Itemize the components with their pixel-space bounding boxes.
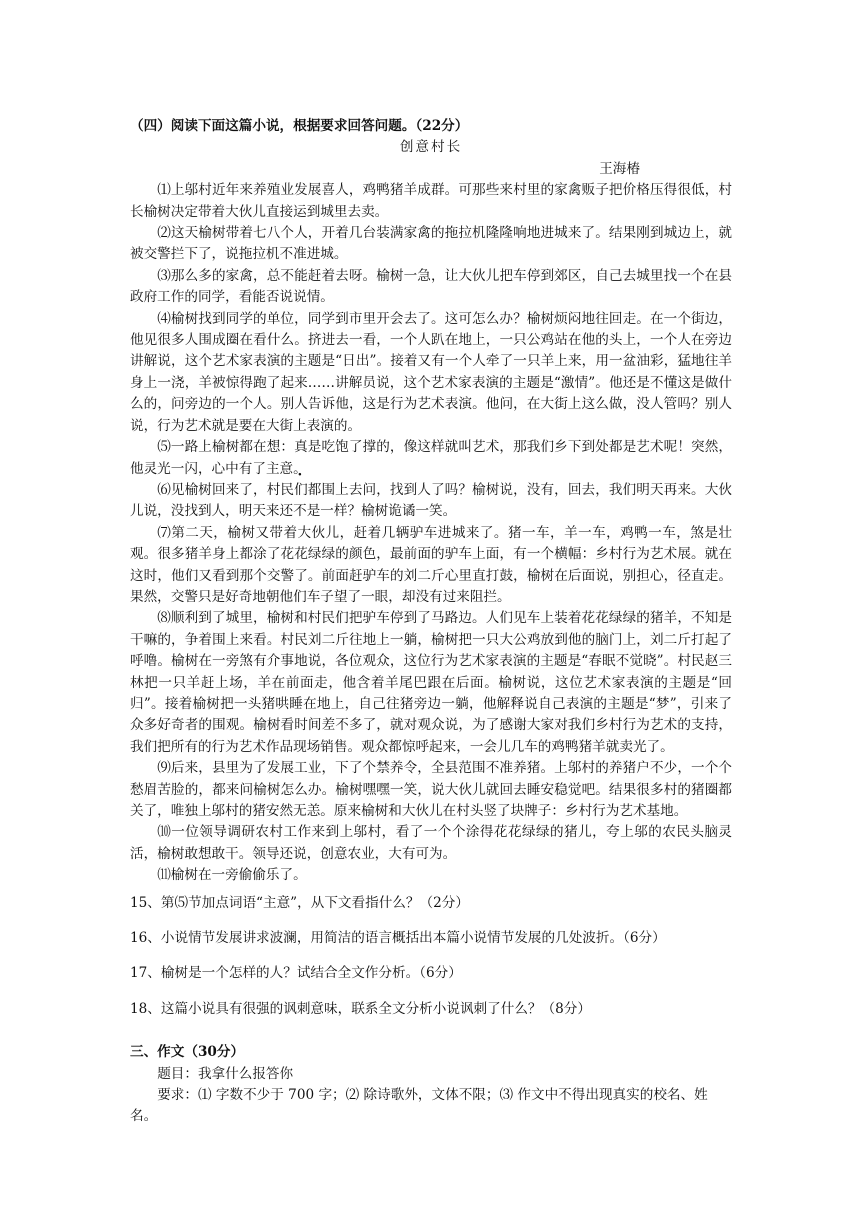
story-title: 创意村长 [399,139,463,156]
marked-word-first: 主 [265,460,280,477]
paragraph-3: ⑶那么多的家禽，总不能赶着去呀。榆树一急，让大伙儿把车停到郊区，自己去城里找一个在县政府工作的同学，看能否说说情。 [130,267,732,306]
story-author: 王海椿 [599,160,640,177]
reading-section-heading: （四）阅读下面这篇小说，根据要求回答问题。（22分） [130,118,469,134]
question-list [130,893,732,1021]
essay-topic: 题目：我拿什么报答你 [157,1065,294,1082]
question-17: 17、榆树是一个怎样的人？试结合全文作分析。（6分） [130,965,462,982]
paragraph-1: ⑴上邬村近年来养殖业发展喜人，鸡鸭猪羊成群。可那些来村里的家禽贩子把价格压得很低，村长榆树决定带着大伙儿直接运到城里去卖。 [130,182,732,220]
question-15: 15、第⑸节加点词语“主意”，从下文看指什么？（2分） [130,894,469,911]
paragraph-5-text: ⑸一路上榆树都在想：真是吃饱了撑的，像这样就叫艺术，那我们乡下到处都是艺术呢！突然，他灵光一闪，心中有了 [130,439,732,477]
question-16: 16、小说情节发展讲求波澜，用简洁的语言概括出本篇小说情节发展的几处波折。（6分） [130,930,666,947]
essay-section-heading: 三、作文（30分） [130,1044,245,1061]
paragraph-10: ⑽一位领导调研农村工作来到上邬村，看了一个个涂得花花绿绿的猪儿，夸上邬的农民头脑灵活，榆树敢想敢干。领导还说，创意农业，大有可为。 [130,824,732,862]
paragraph-2: ⑵这天榆树带着七八个人，开着几台装满家禽的拖拉机隆隆响地进城来了。结果刚到城边上，就被交警拦下了，说拖拉机不准进城。 [130,225,732,263]
paragraph-5 [130,437,732,480]
paragraph-11: ⑾榆树在一旁偷偷乐了。 [157,867,307,884]
paragraph-6: ⑹见榆树回来了，村民们都围上去问，找到人了吗？榆树说，没有，回去，我们明天再来。大伙儿说，没找到人，明天来还不是一样？榆树诡谲一笑。 [130,481,732,520]
paragraph-4: ⑷榆树找到同学的单位，同学到市里开会去了。这可怎么办？榆树烦闷地往回走。在一个街边，他见很多人围成圈在看什么。挤进去一看，一个人趴在地上，一只公鸡站在他的头上，一个人在旁边讲解说，这个艺术家表演的主题是“日出”。接着又有一个人牵了一只羊上来，用一盆油彩，猛地往羊身上一浇，羊被惊得跑了起来……讲解员说，这个艺术家表演的主题是“激情”。他还是不懂这是做什么的，问旁边的一个人。别人告诉他，这是行为艺术表演。他问，在大街上这么做，没人管吗？别人说，行为艺术就是要在大街上表演的。 [130,310,732,434]
question-18: 18、这篇小说具有很强的讽刺意味，联系全文分析小说讽刺了什么？（8分） [130,1000,591,1017]
paragraph-7: ⑺第二天，榆树又带着大伙儿，赶着几辆驴车进城来了。猪一车，羊一车，鸡鸭一车，煞是壮观。很多猪羊身上都涂了花花绿绿的颜色，最前面的驴车上面，有一个横幅：乡村行为艺术展。就在这时，他们又看到那个交警了。前面赶驴车的刘二斤心里直打鼓，榆树在后面说，别担心，径直走。果然，交警只是好奇地朝他们车子望了一眼，却没有过来阻拦。 [130,524,732,605]
essay-requirements: 要求：⑴ 字数不少于 700 字；⑵ 除诗歌外，文体不限；⑶ 作文中不得出现真实的校名、姓名。 [130,1087,708,1125]
paragraph-5-tail: 。 [293,460,307,477]
exam-page [130,116,732,1128]
paragraph-9: ⑼后来，县里为了发展工业，下了个禁养令，全县范围不准养猪。上邬村的养猪户不少，一个个愁眉苦脸的，都来问榆树怎么办。榆树嘿嘿一笑，说大伙儿就回去睡安稳觉吧。结果很多村的猪圈都关了，唯独上邬村的猪安然无恙。原来榆树和大伙儿在村头竖了块牌子：乡村行为艺术基地。 [130,760,732,819]
paragraph-8: ⑻顺利到了城里，榆树和村民们把驴车停到了马路边。人们见车上装着花花绿绿的猪羊，不知是干嘛的，争着围上来看。村民刘二斤往地上一躺，榆树把一只大公鸡放到他的脑门上，刘二斤打起了呼噜。榆树在一旁煞有介事地说，各位观众，这位行为艺术家表演的主题是“春眠不觉晓”。村民赵三林把一只羊赶上场，羊在前面走，他含着羊尾巴跟在后面。榆树说，这位艺术家表演的主题是“回归”。接着榆树把一头猪哄睡在地上，自己往猪旁边一躺，他解释说自己表演的主题是“梦”，引来了众多好奇者的围观。榆树看时间差不多了，就对观众说，为了感谢大家对我们乡村行为艺术的支持，我们把所有的行为艺术作品现场销售。观众都惊呼起来，一会儿几车的鸡鸭猪羊就卖光了。 [130,610,732,755]
marked-word-second: 意 [279,460,294,477]
